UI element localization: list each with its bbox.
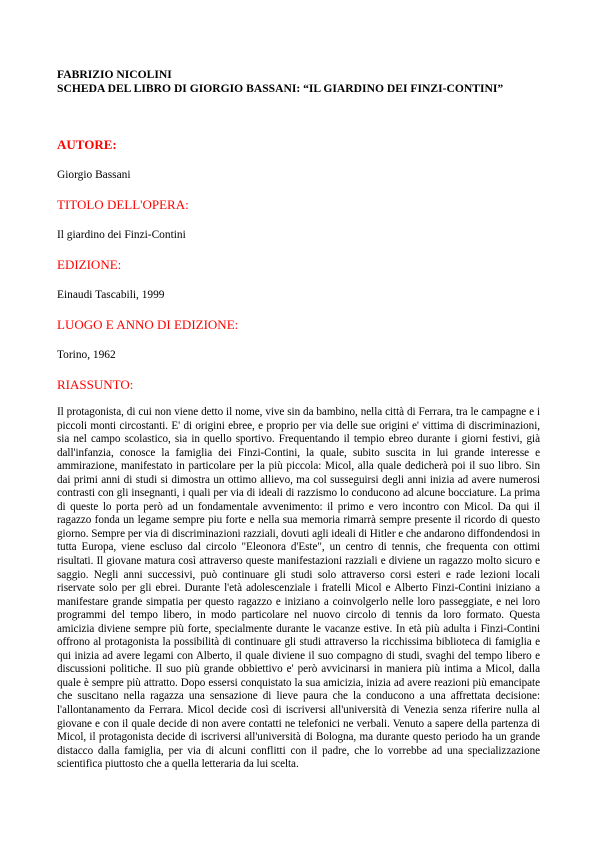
document-header (57, 68, 540, 96)
section-label-riassunto: RIASSUNTO: (57, 377, 134, 392)
title-value: Il giardino dei Finzi-Contini (57, 229, 186, 241)
author-value: Giorgio Bassani (57, 169, 131, 181)
section-label-luogo: LUOGO E ANNO DI EDIZIONE: (57, 317, 239, 332)
section-label-edizione: EDIZIONE: (57, 257, 122, 272)
student-name: FABRIZIO NICOLINI (57, 68, 172, 81)
document-page (57, 68, 540, 772)
section-label-titolo: TITOLO DELL'OPERA: (57, 197, 189, 212)
place-year-value: Torino, 1962 (57, 349, 116, 361)
edition-value: Einaudi Tascabili, 1999 (57, 289, 165, 301)
summary-paragraph: Il protagonista, di cui non viene detto il nome, vive sin da bambino, nella città di Ferrara, tra le campagne e i piccoli monti circostanti. E' di origini ebree, e proprio per via delle sue origini e' vittima di discriminazioni, sia nel campo scolastico, sia in quello sportivo. Frequentando il tempio ebreo durante i giorni festivi, già dall'infanzia, conosce la famiglia dei Finzi-Contini, la quale, subito suscita in lui grande interesse e ammirazione, manifestato in particolare per la più piccola: Micol, alla quale dedicherà poi il suo libro. Sin dai primi anni di studi si dimostra un ottimo allievo, ma col susseguirsi degli anni inizia ad avere numerosi contrasti con gli insegnanti, i quali per via di ideali di razzismo lo conducono ad alcune bocciature. La prima di queste lo porta però ad un fondamentale avvenimento: il primo e vero incontro con Micol. Da qui il ragazzo fonda un legame sempre piu forte e nella sua memoria rimarrà sempre presente il ricordo di questo giorno. Sempre per via di discriminazioni razziali, dovuti agli ideali di Hitler e che andarono diffondendosi in tutta Europa, viene escluso dal circolo "Eleonora d'Este", un centro di tennis, che frequenta con ottimi risultati. Il giovane matura così attraverso queste manifestazioni razziali e diviene un ragazzo molto sicuro e saggio. Negli anni successivi, può continuare gli studi solo attraverso corsi esteri e rade lezioni locali riservate solo per gli ebrei. Durante l'età adolescenziale i fratelli Micol e Alberto Finzi-Contini iniziano a manifestare grande simpatia per questo ragazzo e iniziano a coinvolgerlo nelle loro passeggiate, e nei loro programmi del tempo libero, in modo particolare nel nuovo circolo di tennis da loro formato. Questa amicizia diviene sempre più forte, specialmente durante le vacanze estive. In età più adulta i Finzi-Contini offrono al protagonista la possibilità di continuare gli studi attraverso la ricchissima biblioteca di famiglia e qui inizia ad avere legami con Alberto, il quale diviene il suo compagno di studi, svaghi del tempo libero e discussioni politiche. Il suo più grande obbiettivo e' però avvicinarsi in maniera più intima a Micol, dalla quale è sempre più attratto. Dopo essersi conquistato la sua amicizia, inizia ad avere reazioni più emancipate che suscitano nella ragazza una sensazione di lieve paura che la conducono a una affrettata decisione: l'allontanamento da Ferrara. Micol decide così di iscriversi all'università di Venezia senza riferire nulla al giovane e con il quale decide di non avere contatti ne telefonici ne verbali. Venuto a sapere della partenza di Micol, il protagonista decide di iscriversi all'università di Bologna, ma durante questo periodo ha un grande distacco dalla famiglia, per via di alcuni conflitti con il padre, che lo vorrebbe ad una specializzazione scientifica piuttosto che a quella letteraria da lui scelta. (57, 406, 541, 771)
section-label-autore: AUTORE: (57, 137, 117, 152)
document-title: SCHEDA DEL LIBRO DI GIORGIO BASSANI: “IL GIARDINO DEI FINZI-CONTINI” (57, 82, 504, 95)
